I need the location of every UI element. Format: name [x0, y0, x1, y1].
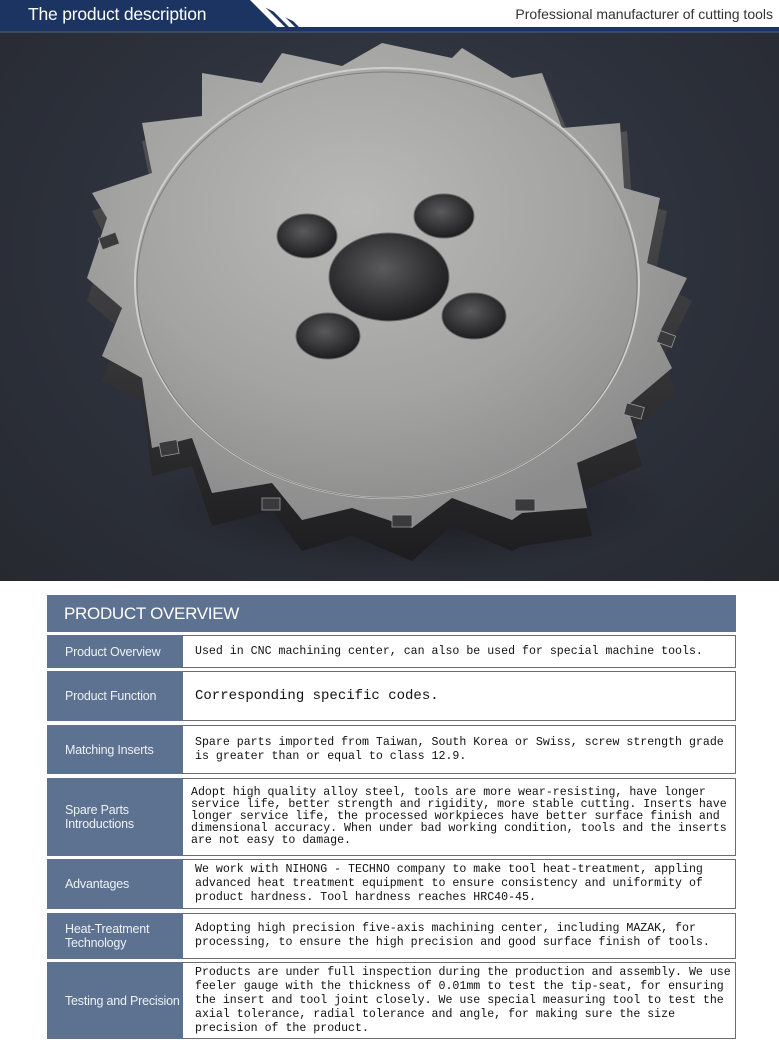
row-label: Advantages — [47, 859, 183, 909]
banner-title: The product description — [28, 4, 207, 24]
row-value: Used in CNC machining center, can also be used for special machine tools. — [183, 635, 736, 668]
table-row-testing-and-precision — [47, 962, 736, 1039]
diagonal-stripes-decoration — [250, 0, 310, 27]
table-row-matching-inserts — [47, 725, 736, 774]
row-value: Spare parts imported from Taiwan, South Korea or Swiss, screw strength grade is greater than or equal to class 12.9. — [183, 725, 736, 774]
row-value: Products are under full inspection during the production and assembly. We use feeler gauge with the thickness of 0.01mm to test the tip-seat, for ensuring the insert and tool joint closely. We use special measuring tool to test the axial tolerance, radial tolerance and angle, for making sure the size precision of the product. — [183, 962, 736, 1039]
table-row-heat-treatment-technology — [47, 913, 736, 959]
row-label: Testing and Precision — [47, 962, 183, 1039]
table-title: PRODUCT OVERVIEW — [47, 595, 736, 632]
table-row-product-function — [47, 671, 736, 721]
row-value: We work with NIHONG - TECHNO company to make tool heat-treatment, appling advanced heat treatment equipment to ensure consistency and uniformity of product hardness. Tool hardness reaches HRC40-45. — [183, 859, 736, 909]
row-label: Heat-Treatment Technology — [47, 913, 183, 959]
product-photo — [0, 33, 779, 581]
row-label: Matching Inserts — [47, 725, 183, 774]
row-label: Spare Parts Introductions — [47, 778, 183, 856]
row-label: Product Function — [47, 671, 183, 721]
row-label: Product Overview — [47, 635, 183, 668]
milling-cutter-image — [0, 33, 779, 581]
table-row-advantages — [47, 859, 736, 909]
banner-slogan: Professional manufacturer of cutting tools — [515, 6, 773, 22]
row-value: Adopting high precision five-axis machining center, including MAZAK, for processing, to ensure the high precision and good surface finish of tools. — [183, 913, 736, 959]
header-banner — [0, 0, 779, 33]
table-row-spare-parts-introductions — [47, 778, 736, 856]
row-value: Corresponding specific codes. — [183, 671, 736, 721]
table-row-product-overview — [47, 635, 736, 668]
row-value: Adopt high quality alloy steel, tools are more wear-resisting, have longer service life, better strength and rigidity, more stable cutting. Inserts have longer service life, the processed workpieces have better surface finish and dimensional accuracy. When under bad working condition, tools and the inserts are not easy to damage. — [183, 778, 736, 856]
product-overview-table — [47, 595, 736, 1035]
